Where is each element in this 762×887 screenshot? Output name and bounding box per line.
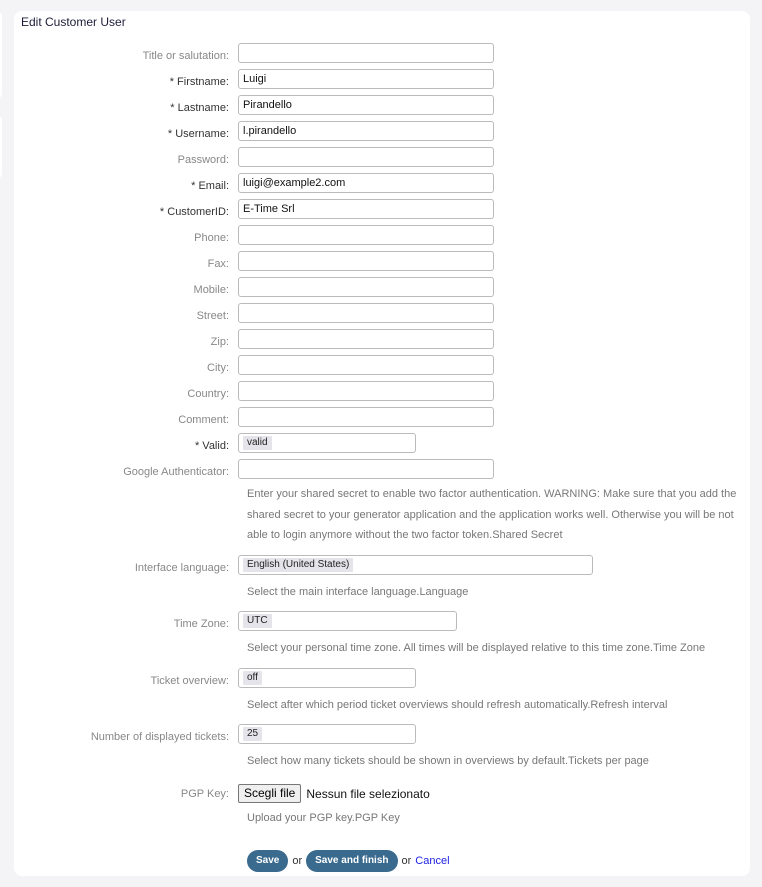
valid-select[interactable] <box>238 433 416 453</box>
num-tickets-select[interactable] <box>238 724 416 744</box>
language-row <box>14 555 750 581</box>
title-or-salutation-input[interactable] <box>238 43 494 63</box>
file-status: Nessun file selezionato <box>306 786 430 801</box>
country-label: Country: <box>187 388 229 400</box>
zip-label: Zip: <box>210 336 229 348</box>
password-label: Password: <box>177 154 229 166</box>
city-row <box>14 355 750 381</box>
title-or-salutation-row <box>14 43 750 69</box>
mobile-label: Mobile: <box>193 284 229 296</box>
email-label: * Email: <box>14 180 238 192</box>
timezone-select[interactable] <box>238 611 457 631</box>
valid-value: valid <box>243 436 272 450</box>
panel-title: Edit Customer User <box>21 15 126 29</box>
or-text: or <box>292 855 303 867</box>
num-tickets-label: Number of displayed tickets: <box>90 731 229 743</box>
fax-input[interactable] <box>238 251 494 271</box>
customerid-label: * CustomerID: <box>14 206 238 218</box>
ticket-overview-value: off <box>243 671 262 685</box>
phone-label: Phone: <box>194 232 229 244</box>
google-auth-help: Enter your shared secret to enable two factor authentication. WARNING: Make sure that you add the shared secret to your generator application and the application works well. Otherwise you will be not able to login anymore without the two factor token.Shared Secret <box>247 488 737 541</box>
customerid-row <box>14 199 750 225</box>
zip-row <box>14 329 750 355</box>
password-row <box>14 147 750 173</box>
lastname-input[interactable]: Pirandello <box>238 95 494 115</box>
pgp-row <box>14 781 750 807</box>
street-row <box>14 303 750 329</box>
valid-row <box>14 433 750 459</box>
password-input[interactable] <box>238 147 494 167</box>
city-input[interactable] <box>238 355 494 375</box>
comment-label: Comment: <box>178 414 229 426</box>
firstname-label: * Firstname: <box>14 76 238 88</box>
google-auth-row <box>14 459 750 485</box>
city-label: City: <box>207 362 229 374</box>
cancel-link[interactable]: Cancel <box>415 855 450 867</box>
num-tickets-value: 25 <box>243 727 262 741</box>
country-row <box>14 381 750 407</box>
language-value: English (United States) <box>243 558 353 572</box>
language-select[interactable] <box>238 555 593 575</box>
phone-input[interactable] <box>238 225 494 245</box>
zip-input[interactable] <box>238 329 494 349</box>
email-row <box>14 173 750 199</box>
timezone-value: UTC <box>243 614 272 628</box>
side-panel <box>0 116 2 178</box>
mobile-input[interactable] <box>238 277 494 297</box>
language-help: Select the main interface language.Language <box>247 585 469 598</box>
pgp-help: Upload your PGP key.PGP Key <box>247 811 400 824</box>
username-row <box>14 121 750 147</box>
username-label: * Username: <box>14 128 238 140</box>
username-input[interactable]: l.pirandello <box>238 121 494 141</box>
num-tickets-row <box>14 724 750 750</box>
timezone-help: Select your personal time zone. All times will be displayed relative to this time zone.Time Zone <box>247 642 706 654</box>
title-or-salutation-label: Title or salutation: <box>142 50 229 62</box>
google-auth-label: Google Authenticator: <box>123 466 229 478</box>
timezone-row <box>14 611 750 637</box>
or-text: or <box>401 855 412 867</box>
ticket-overview-label: Ticket overview: <box>150 674 229 687</box>
num-tickets-help: Select how many tickets should be shown in overviews by default.Tickets per page <box>247 755 649 767</box>
edit-customer-user-panel <box>14 11 750 876</box>
comment-input[interactable] <box>238 407 494 427</box>
save-and-finish-button[interactable]: Save and finish <box>306 850 397 872</box>
ticket-overview-help: Select after which period ticket overviews should refresh automatically.Refresh interval <box>247 698 668 711</box>
street-input[interactable] <box>238 303 494 323</box>
ticket-overview-select[interactable] <box>238 668 416 688</box>
side-panel <box>0 12 2 98</box>
google-auth-input[interactable] <box>238 459 494 479</box>
timezone-label: Time Zone: <box>173 618 229 630</box>
customerid-input[interactable]: E-Time Srl <box>238 199 494 219</box>
form-actions <box>247 850 750 872</box>
phone-row <box>14 225 750 251</box>
language-label: Interface language: <box>134 561 229 574</box>
lastname-row <box>14 95 750 121</box>
lastname-label: * Lastname: <box>14 102 238 114</box>
country-input[interactable] <box>238 381 494 401</box>
choose-file-button[interactable]: Scegli file <box>238 784 301 803</box>
customer-user-form <box>14 43 750 872</box>
fax-row <box>14 251 750 277</box>
email-input[interactable]: luigi@example2.com <box>238 173 494 193</box>
firstname-row <box>14 69 750 95</box>
valid-label: * Valid: <box>14 440 238 452</box>
save-button[interactable]: Save <box>247 850 288 872</box>
ticket-overview-row <box>14 668 750 694</box>
fax-label: Fax: <box>207 258 229 270</box>
mobile-row <box>14 277 750 303</box>
pgp-label: PGP Key: <box>180 787 229 800</box>
firstname-input[interactable]: Luigi <box>238 69 494 89</box>
street-label: Street: <box>196 310 229 322</box>
comment-row <box>14 407 750 433</box>
